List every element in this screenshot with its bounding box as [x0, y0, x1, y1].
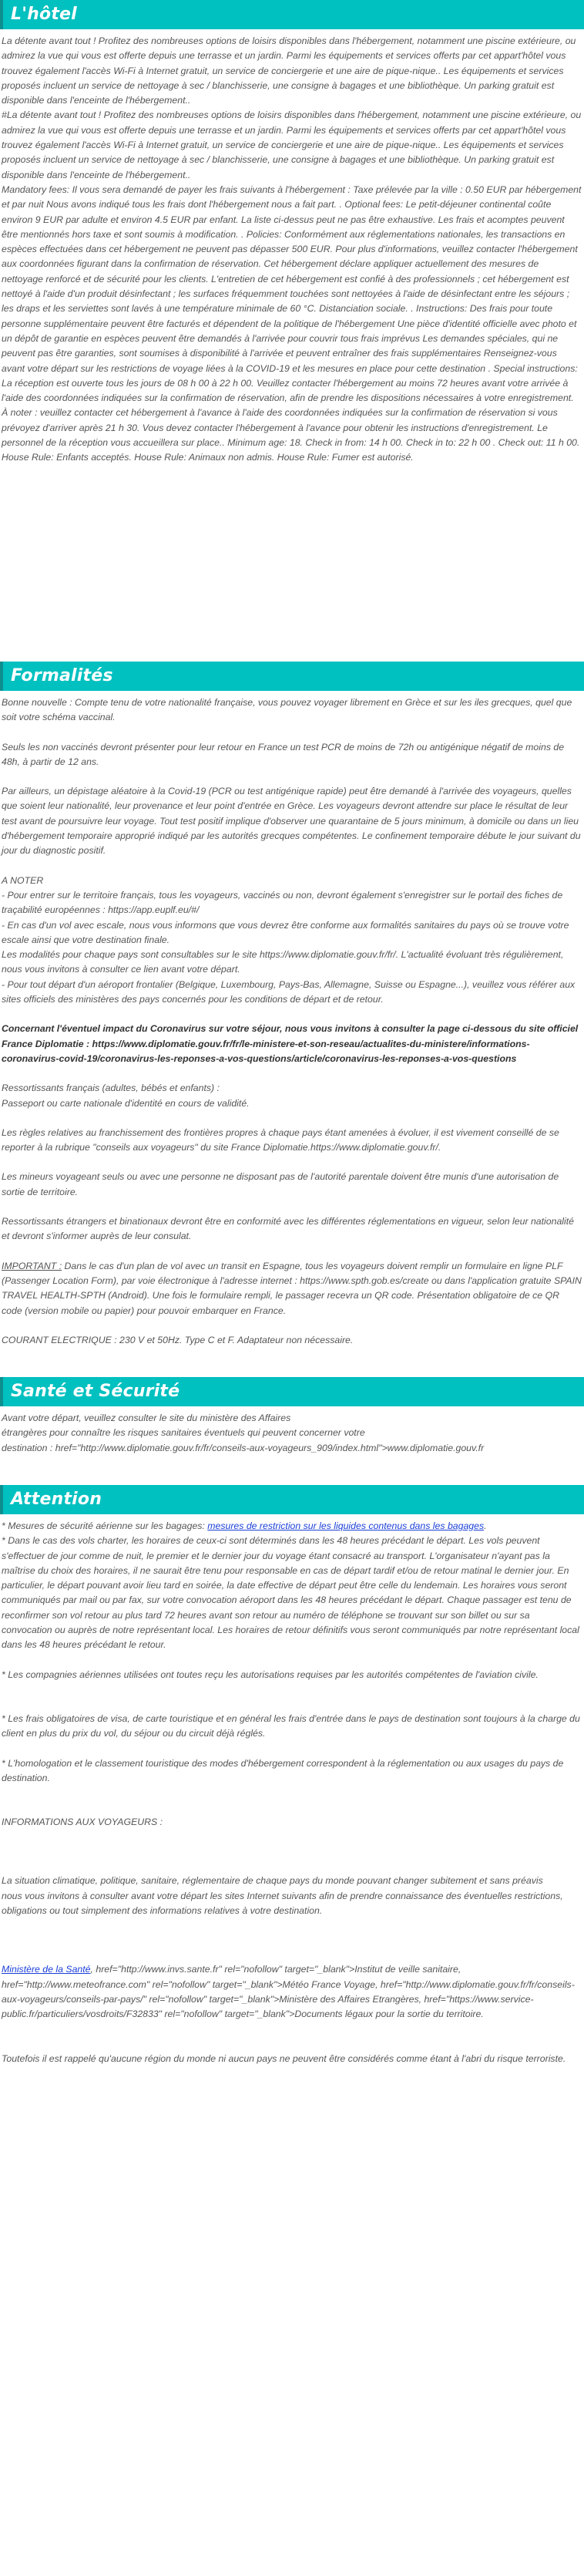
sante-section: [0, 1377, 584, 1485]
attention-visa: * Les frais obligatoires de visa, de carte touristique et en général les frais d'entrée dans le pays de destination sont toujours à la charge du client en plus du prix du vol, du séjour ou du circuit déjà réglés.: [2, 1712, 580, 1739]
formalites-foreigners: Ressortissants étrangers et binationaux devront être en conformité avec les différentes réglementations en vigueur, selon leur nationalité et devront s'informer auprès de leur consulat.: [2, 1216, 575, 1242]
formalites-note-line: Les modalités pour chaque pays sont consultables sur le site https://www.diplomatie.gouv.fr/fr/. L'actualité évoluant très régulièrement, nous vous invitons à consulter ce lien avant votre départ.: [2, 949, 564, 975]
attention-section: [0, 1485, 584, 2066]
formalites-note-line: - Pour entrer sur le territoire français, tous les voyageurs, vaccinés ou non, devront également s'enregistrer sur le portail des fiches de traçabilité européennes : https://app.euplf.eu/#/: [2, 889, 563, 916]
formalites-important: [2, 1259, 582, 1318]
formalites-nationals-docs: Passeport ou carte nationale d'identité en cours de validité.: [2, 1097, 250, 1109]
formalites-note-line: - Pour tout départ d'un aéroport frontalier (Belgique, Luxembourg, Pays-Bas, Allemagne, Suisse ou Espagne...), veuillez vous référer aux sites officiels des ministères des pays concernés pour les conditions de départ et de retour.: [2, 978, 576, 1005]
attention-baggage: [2, 1519, 582, 1534]
sante-text: Avant votre départ, veuillez consulter le site du ministère des Affaires étrangères pour connaître les risques sanitaires éventuels qui peuvent concerner votre destination : href="http://www.diplomatie.gouv.fr/fr/conseils-aux-voyageurs_909/index.html">www.diplomatie.gouv.fr: [2, 1413, 485, 1453]
hotel-section: [0, 0, 584, 652]
sante-title: Santé et Sécurité: [0, 1377, 584, 1406]
formalites-minors: Les mineurs voyageant seuls ou avec une personne ne disposant pas de l'autorité parentale doivent être munis d'une autorisation de sortie de territoire.: [2, 1171, 559, 1197]
baggage-text: * Mesures de sécurité aérienne sur les bagages:: [2, 1520, 208, 1531]
attention-situation: La situation climatique, politique, sanitaire, réglementaire de chaque pays du monde pouvant changer subitement et sans préavis nous vous invitons à consulter avant votre départ les sites Internet suivants afin de prendre connaissance des éventuelles restrictions, obligations ou tout simplement des informations relatives à votre destination.: [2, 1875, 563, 1917]
baggage-end: .: [484, 1520, 487, 1531]
formalites-p1: Bonne nouvelle : Compte tenu de votre nationalité française, vous pouvez voyager librement en Grèce et sur les iles grecques, quel que soit votre schéma vaccinal.: [2, 697, 572, 723]
formalites-section: [0, 662, 584, 1377]
attention-homologation: * L'homologation et le classement touristique des modes d'hébergement correspondent à la réglementation ou aux usages du pays de destination.: [2, 1757, 564, 1783]
formalites-p3: Par ailleurs, un dépistage aléatoire à la Covid-19 (PCR ou test antigénique rapide) peut être demandé à l'arrivée des voyageurs, quelles que soient leur nationalité, leur provenance et leur point d'entrée en Grèce. Les voyageurs devront attendre sur place le résultat de leur test avant de poursuivre leur voyage. Tout test positif implique d'observer une quarantaine de 5 jours minimum, à domicile ou dans un lieu d'hébergement temporaire approprié indiqué par les autorités grecques compétentes. Le confinement temporaire débute le jour suivant du jour du diagnostic positif.: [2, 786, 581, 857]
attention-terrorism: Toutefois il est rappelé qu'aucune région du monde ni aucun pays ne peuvent être considérés comme étant à l'abri du risque terroriste.: [2, 2052, 566, 2064]
formalites-note-title: A NOTER: [2, 874, 44, 886]
formalites-p2: Seuls les non vaccinés devront présenter pour leur retour en France un test PCR de moins de 72h ou antigénique négatif de moins de 48h, à partir de 12 ans.: [2, 741, 565, 767]
formalites-note-line: - En cas d'un vol avec escale, nous vous informons que vous devrez être conforme aux formalités sanitaires du pays où se trouve votre escale ainsi que votre destination finale.: [2, 919, 569, 945]
important-text: Dans le cas d'un plan de vol avec un transit en Espagne, tous les voyageurs doivent remplir un formulaire en ligne PLF (Passenger Location Form), par voie électronique à l'adresse internet : https://www.spth.gob.es/create ou dans l'application gratuite SPAIN TRAVEL HEALTH-SPTH (Android). Une fois le formulaire rempli, le passager recevra un QR code. Présentation obligatoire de ce QR code (version mobile ou papier) pour pouvoir embarquer en France.: [2, 1260, 582, 1316]
hotel-description: La détente avant tout ! Profitez des nombreuses options de loisirs disponibles dans l'hébergement, notamment une piscine extérieure, ou admirez la vue qui vous est offerte depuis une terrasse et un jardin. Parmi les équipements et services offerts par cet appart'hôtel vous trouvez également l'accès Wi-Fi à Internet gratuit, un service de conciergerie et une aire de pique-nique.. Les équipements et services proposés incluent un service de nettoyage à sec / blanchisserie, une consigne à bagages et une bibliothèque. Un parking gratuit est disponible dans l'enceinte de l'hébergement.. #La détente avant tout ! Profitez des nombreuses options de loisirs disponibles dans l'hébergement, notamment une piscine extérieure, ou admirez la vue qui vous est offerte depuis une terrasse et un jardin. Parmi les équipements et services offerts par cet appart'hôtel vous trouvez également l'accès Wi-Fi à Internet gratuit, un service de conciergerie et une aire de pique-nique.. Les équipements et services proposés incluent un service de nettoyage à sec / blanchisserie, une consigne à bagages et une bibliothèque. Un parking gratuit est disponible dans l'enceinte de l'hébergement.. Mandatory fees: Il vous sera demandé de payer les frais suivants à l'hébergement : Taxe prélevée par la ville : 0.50 EUR par hébergement et par nuit Nous avons indiqué tous les frais dont l'hébergement nous a fait part. . Optional fees: Le petit-déjeuner continental coûte environ 9 EUR par adulte et environ 4.5 EUR par enfant. La liste ci-dessus peut ne pas être exhaustive. Les frais et acomptes peuvent être mentionnés hors taxe et sont soumis à modification. . Policies: Conformément aux réglementations nationales, les transactions en espèces effectuées dans cet hébergement ne peuvent pas dépasser 500 EUR. Pour plus d'informations, veuillez contacter l'hébergement aux coordonnées figurant dans la confirmation de réservation. Cet hébergement déclare appliquer actuellement des mesures de nettoyage renforcé et de sécurité pour les clients. L'entretien de cet hébergement est confié à des professionnels ; cet hébergement est nettoyé à l'aide d'un produit désinfectant ; les surfaces fréquemment touchées sont nettoyées à l'aide de désinfectant entre les séjours ; les draps et les serviettes sont lavés à une température minimale de 60 °C. Distanciation sociale. . Instructions: Des frais pour toute personne supplémentaire peuvent être facturés et dépendent de la politique de l'hébergement Une pièce d'identité officielle avec photo et un dépôt de garantie en espèces peuvent être demandés à l'arrivée pour couvrir tous frais imprévus Les demandes spéciales, qui ne peuvent pas être garanties, sont soumises à disponibilité à l'arrivée et peuvent entraîner des frais supplémentaires Renseignez-vous avant votre départ sur les restrictions de voyage liées à la COVID-19 et les mesures en place pour cette destination . Special instructions: La réception est ouverte tous les jours de 08 h 00 à 22 h 00. Veuillez contacter l'hébergement au moins 72 heures avant votre arrivée à l'aide des coordonnées indiquées sur la confirmation de réservation, afin de prendre les dispositions nécessaires à votre enregistrement. À noter : veuillez contacter cet hébergement à l'avance à l'aide des coordonnées indiquées sur la confirmation de réservation si vous prévoyez d'arriver après 21 h 30. Vous devez contacter l'hébergement à l'avance pour obtenir les instructions d'enregistrement. Le personnel de la réception vous accueillera sur place.. Minimum age: 18. Check in from: 14 h 00. Check in to: 22 h 00 . Check out: 11 h 00. House Rule: Enfants acceptés. House Rule: Animaux non admis. House Rule: Fumer est autorisé.: [2, 35, 582, 463]
formalites-nationals-title: Ressortissants français (adultes, bébés et enfants) :: [2, 1083, 220, 1094]
formalites-coronavirus-notice: Concernant l'éventuel impact du Coronavirus sur votre séjour, nous vous invitons à consulter la page ci-dessous du site officiel France Diplomatie : https://www.diplomatie.gouv.fr/fr/le-ministere-et-son-reseau/actualites-du-ministere/informations-coronavirus-covid-19/coronavirus-les-reponses-a-vos-questions/article/coronavirus-les-reponses-a-vos-questions: [2, 1023, 579, 1064]
formalites-border-rules: Les règles relatives au franchissement des frontières propres à chaque pays étant amenées à évoluer, il est vivement conseillé de se reporter à la rubrique "conseils aux voyageurs" du site France Diplomatie.https://www.diplomatie.gouv.fr/.: [2, 1126, 559, 1153]
attention-title: Attention: [0, 1485, 584, 1514]
hotel-title: L'hôtel: [0, 0, 584, 29]
formalites-title: Formalités: [0, 662, 584, 691]
links-text: , href="http://www.invs.sante.fr" rel="nofollow" target="_blank">Institut de veille sanitaire, href="http://www.meteofrance.com" rel="nofollow" target="_blank">Météo France Voyage, href="http://www.diplomatie.gouv.fr/fr/conseils-aux-voyageurs/conseils-par-pays/" rel="nofollow" target="_blank">Ministère des Affaires Etrangères, href="https://www.service-public.fr/particuliers/vosdroits/F32833" rel="nofollow" target="_blank">Documents légaux pour la sortie du territoire.: [2, 1964, 575, 2020]
attention-charter: * Dans le cas des vols charter, les horaires de ceux-ci sont déterminés dans les 48 heures précédant le départ. Les vols peuvent s'effectuer de jour comme de nuit, le premier et le dernier jour du voyage étant consacré au transport. L'organisateur n'ayant pas la maîtrise du choix des horaires, il ne saurait être tenu pour responsable en cas de départ tardif et/ou de retour matinal le dernier jour. En particulier, le départ pouvant avoir lieu tard en soirée, la date effective de départ peut être celle du lendemain. Les horaires vous seront communiqués par mail ou par fax, sur votre convocation aéroport dans les 48 heures précédant le départ. Chaque passager est tenu de reconfirmer son vol retour au plus tard 72 heures avant son retour au numéro de téléphone se trouvant sur son billet ou sur sa convocation ou auprès de notre représentant local. Les horaires de retour définitifs vous seront communiqués par notre représentant local dans les 48 heures précédant le retour.: [2, 1535, 579, 1651]
ministere-sante-link[interactable]: Ministère de la Santé: [2, 1964, 91, 1975]
attention-airlines: * Les compagnies aériennes utilisées ont toutes reçu les autorisations requises par les autorités compétentes de l'aviation civile.: [2, 1669, 539, 1680]
formalites-electric: COURANT ELECTRIQUE : 230 V et 50Hz. Type C et F. Adaptateur non nécessaire.: [2, 1334, 354, 1345]
attention-info-title: INFORMATIONS AUX VOYAGEURS :: [2, 1817, 163, 1828]
attention-links: [2, 1962, 582, 2022]
important-label: IMPORTANT :: [2, 1260, 62, 1271]
liquids-restriction-link[interactable]: mesures de restriction sur les liquides contenus dans les bagages: [207, 1520, 485, 1531]
